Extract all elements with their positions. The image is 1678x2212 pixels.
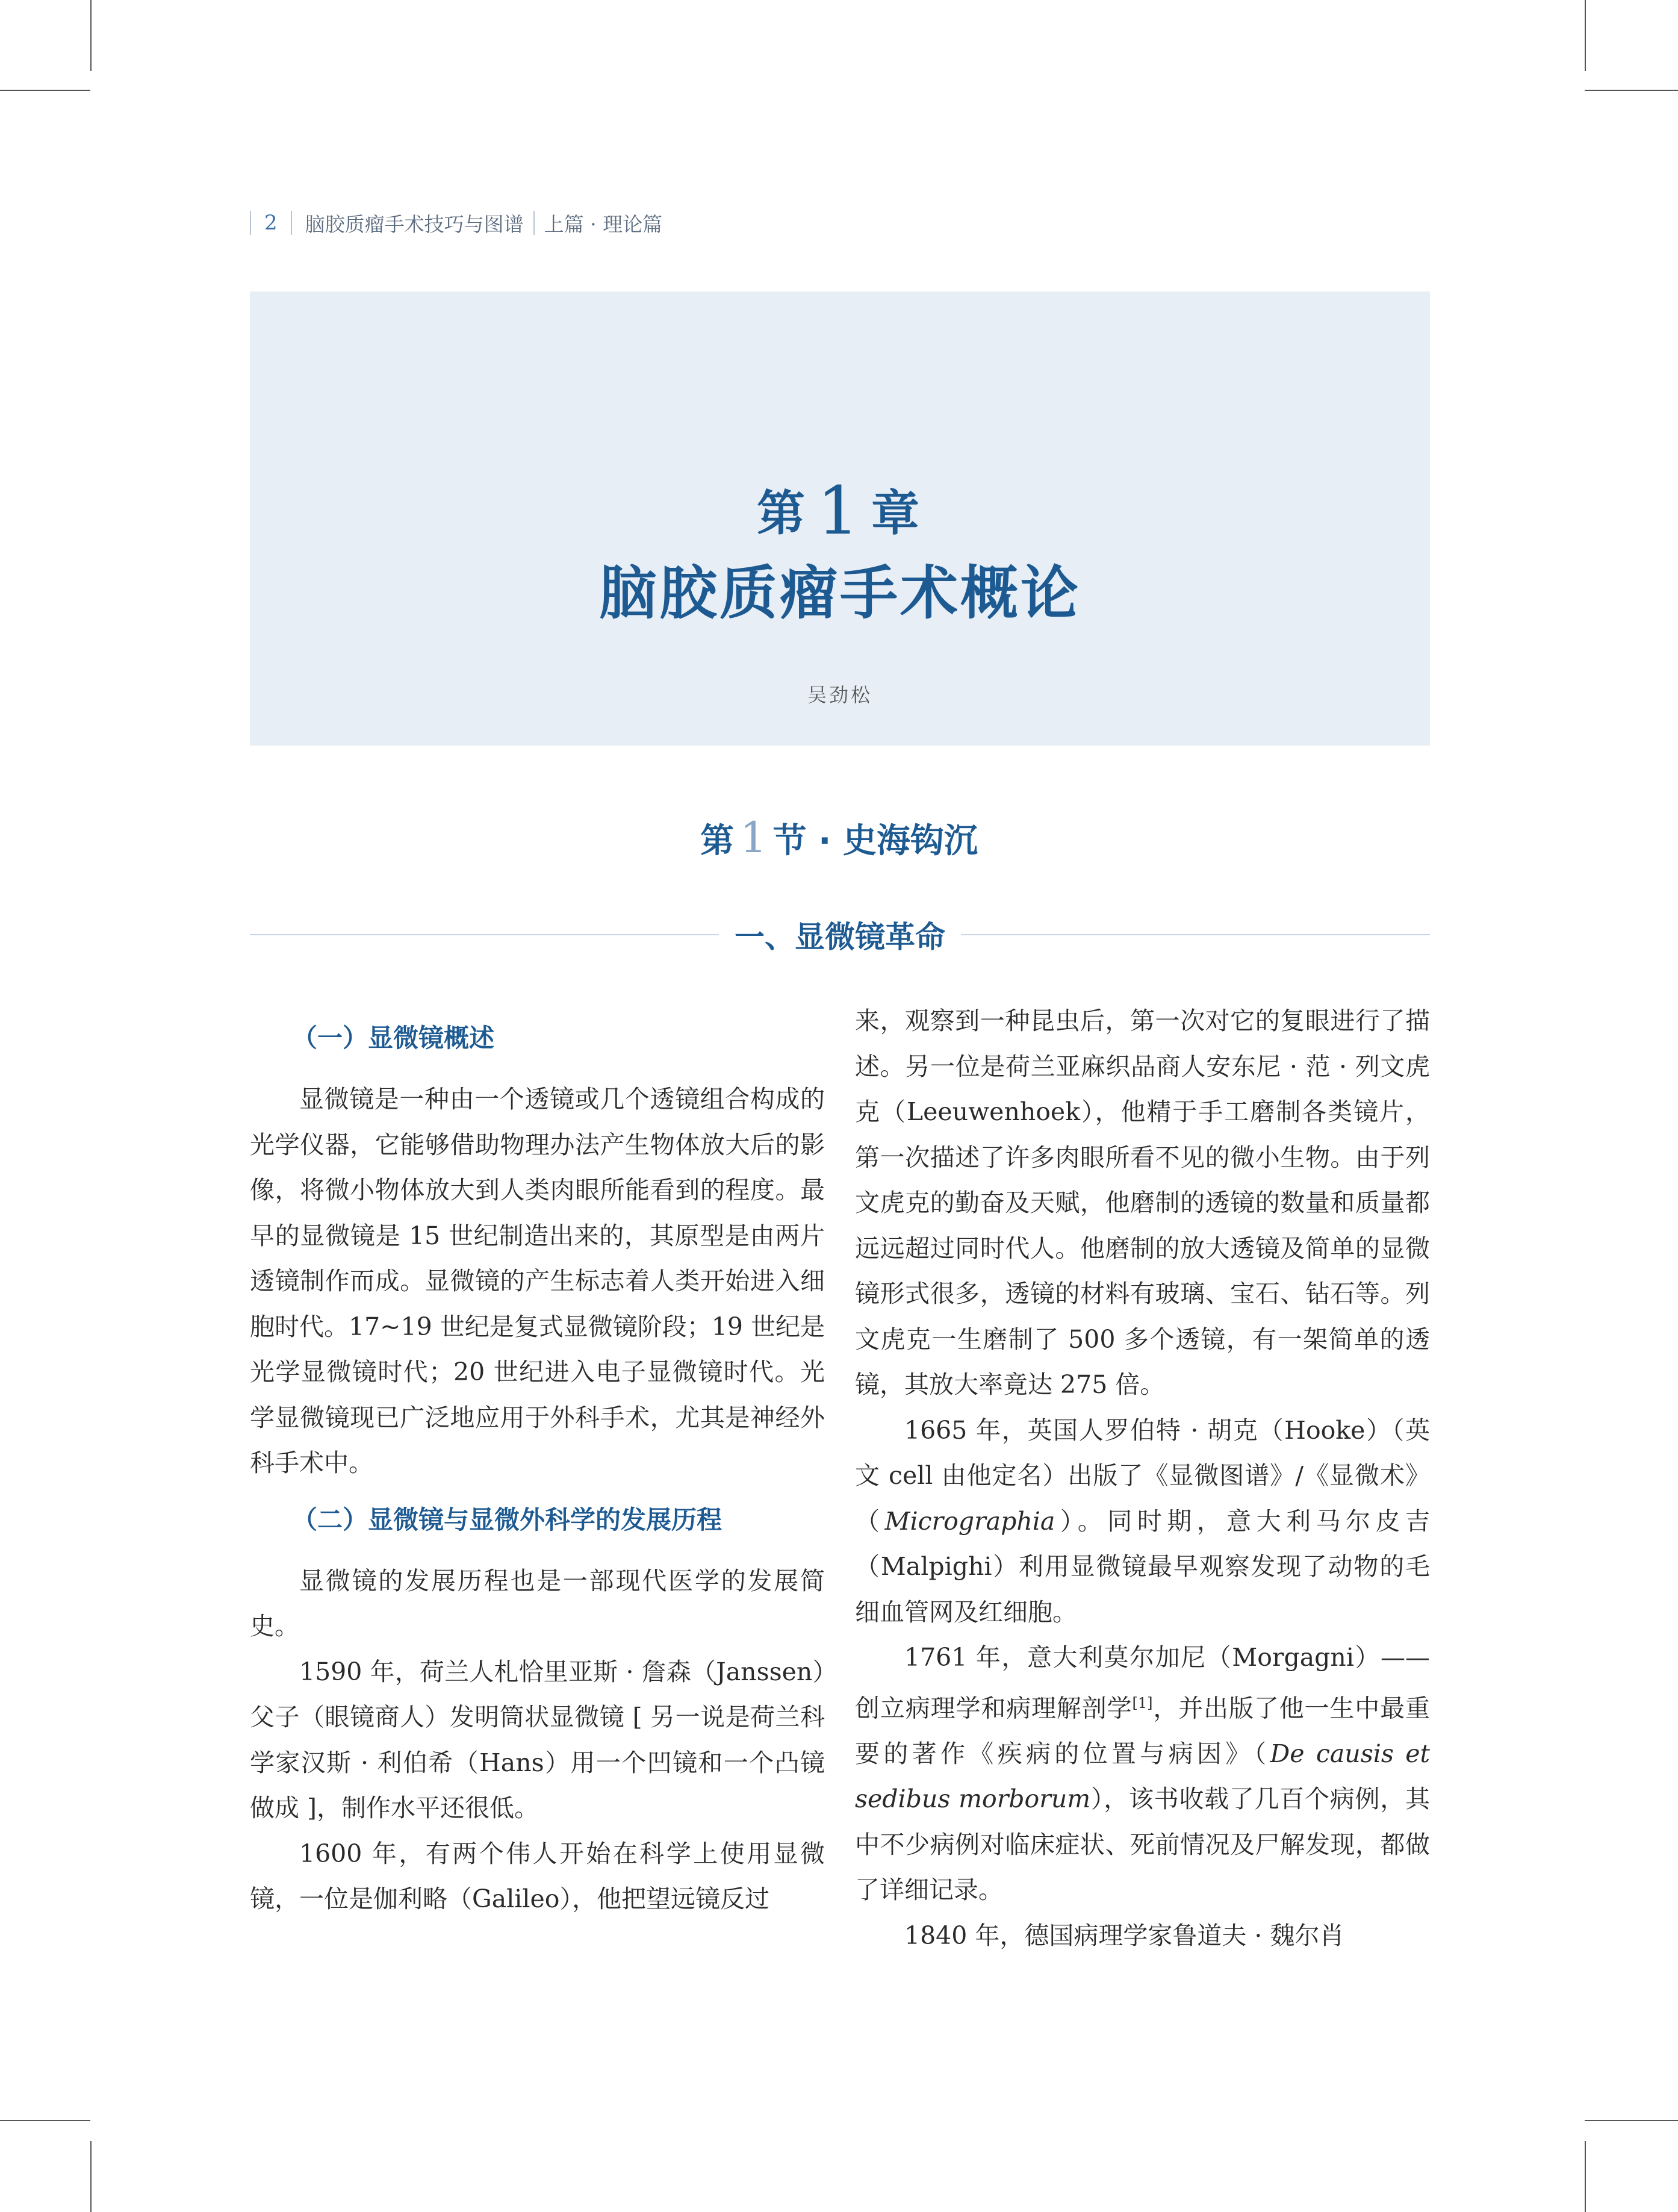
section-title	[0, 813, 1678, 862]
heading-rule-left	[250, 934, 719, 935]
paragraph: 1840 年，德国病理学家鲁道夫 · 魏尔肖	[904, 1921, 1344, 1950]
running-head	[250, 205, 662, 241]
chapter-banner	[250, 291, 1430, 746]
right-column	[855, 999, 1430, 1958]
text-run: ）。同时期，意大利马尔皮吉（Malpighi）利用显微镜最早观察发现了动物的毛细血管网及红细胞。	[855, 1506, 1431, 1627]
crop-mark	[1585, 2141, 1586, 2212]
text-run: 1761 年，意大利莫尔加尼（Morgagni）——创立病理学和病理解剖学	[855, 1643, 1430, 1723]
crop-mark	[0, 90, 90, 91]
book-title-italic: De causis et sedibus morborum	[855, 1739, 1431, 1814]
chapter-number: 1	[817, 472, 863, 549]
text-run: 1665 年，英国人罗伯特 · 胡克（Hooke）（英文 cell 由他定名）出版了《显微图谱》/《显微术》（	[855, 1415, 1430, 1536]
section-label-suffix: 节 · 史海钩沉	[772, 821, 978, 861]
paragraph	[855, 1408, 1430, 1636]
paragraph: 来，观察到一种昆虫后，第一次对它的复眼进行了描述。另一位是荷兰亚麻织品商人安东尼 · 范 · 列文虎克（Leeuwenhoek），他精于手工磨制各类镜片，第一次描述了许多肉眼所看不见的微小生物。由于列文虎克的勤奋及天赋，他磨制的透镜的数量和质量都远远超过同时代人。他磨制的放大透镜及简单的显微镜形式很多，透镜的材料有玻璃、宝石、钻石等。列文虎克一生磨制了 500 多个透镜，有一架简单的透镜，其放大率竟达 275 倍。	[855, 1006, 1430, 1399]
page-number: 2	[264, 211, 278, 235]
paragraph: 1600 年，有两个伟人开始在科学上使用显微镜，一位是伽利略（Galileo），他把望远镜反过	[250, 1839, 825, 1913]
crop-mark	[1585, 2120, 1678, 2121]
chapter-author: 吴劲松	[807, 684, 872, 706]
text-run: ），该书收载了几百个病例，其中不少病例对临床症状、死前情况及尸解发现，都做了详细记录。	[855, 1784, 1430, 1905]
paragraph: 显微镜的发展历程也是一部现代医学的发展简史。	[250, 1566, 825, 1640]
subsection-title: 一、显微镜革命	[735, 920, 945, 955]
divider	[533, 211, 535, 235]
crop-mark	[90, 2141, 92, 2212]
left-column	[250, 1000, 825, 1922]
crop-mark	[0, 2120, 90, 2121]
chapter-label-prefix: 第	[757, 485, 809, 541]
paragraph: 显微镜是一种由一个透镜或几个透镜组合构成的光学仪器，它能够借助物理办法产生物体放大后的影像，将微小物体放大到人类肉眼所能看到的程度。最早的显微镜是 15 世纪制造出来的，其原型是由两片透镜制作而成。显微镜的产生标志着人类开始进入细胞时代。17~19 世纪是复式显微镜阶段；19 世纪是光学显微镜时代；20 世纪进入电子显微镜时代。光学显微镜现已广泛地应用于外科手术，尤其是神经外科手术中。	[250, 1085, 825, 1477]
crop-mark	[1585, 90, 1678, 91]
section-label-prefix: 第	[700, 821, 735, 861]
book-title-italic: Micrographia	[884, 1506, 1055, 1536]
heading-history: （二）显微镜与显微外科学的发展历程	[292, 1504, 722, 1534]
divider	[291, 211, 292, 235]
chapter-label	[250, 472, 1430, 549]
book-title: 脑胶质瘤手术技巧与图谱	[305, 212, 524, 236]
part-title: 上篇 · 理论篇	[544, 212, 663, 236]
text-run: ，并出版了他一生中最重要的著作《疾病的位置与病因》（	[855, 1693, 1430, 1768]
reference-marker: [1]	[1132, 1694, 1153, 1712]
paragraph	[855, 1635, 1430, 1913]
crop-mark	[90, 0, 92, 71]
crop-mark	[1585, 0, 1586, 71]
heading-rule-right	[961, 934, 1430, 935]
section-number: 1	[740, 813, 767, 862]
chapter-title: 脑胶质瘤手术概论	[599, 559, 1081, 627]
subsection-heading	[250, 911, 1430, 959]
heading-overview: （一）显微镜概述	[292, 1023, 495, 1053]
chapter-label-suffix: 章	[871, 485, 923, 541]
divider	[250, 211, 251, 235]
paragraph: 1590 年，荷兰人札恰里亚斯 · 詹森（Janssen）父子（眼镜商人）发明筒状显微镜 [ 另一说是荷兰科学家汉斯 · 利伯希（Hans）用一个凹镜和一个凸镜做成 ]，制作水平还很低。	[250, 1657, 825, 1822]
